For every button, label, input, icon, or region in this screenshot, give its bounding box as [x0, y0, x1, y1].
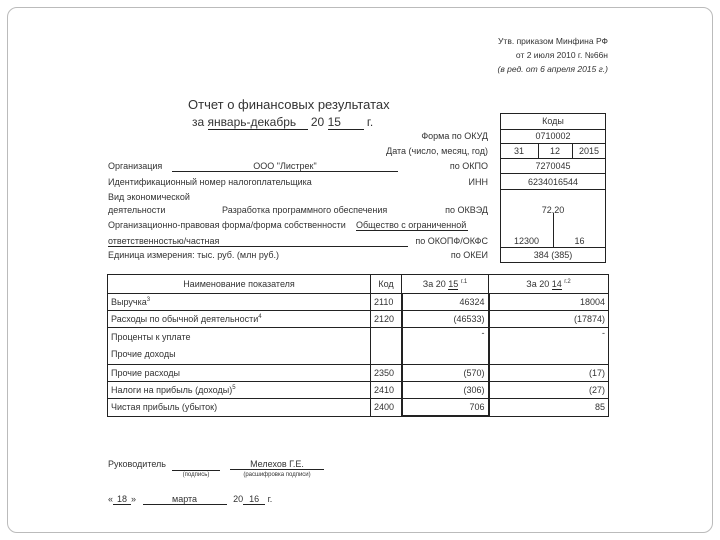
date-month: 12: [549, 146, 560, 156]
okopf-label: по ОКОПФ/ОКФС: [415, 236, 488, 246]
okfs-code: 16: [574, 236, 585, 246]
name-caption: (расшифровка подписи): [243, 472, 311, 478]
report-period: [192, 115, 373, 130]
approval-note: [498, 34, 609, 76]
inn-short-label: ИНН: [468, 177, 488, 187]
org-label: Организация: [108, 161, 163, 171]
okved-code: 72.20: [541, 205, 565, 215]
period-prefix: за: [192, 115, 205, 129]
codes-header: Коды: [542, 116, 564, 126]
slide-frame: [7, 7, 713, 533]
date-label: Дата (число, месяц, год): [386, 146, 488, 156]
inn-code: 6234016544: [527, 177, 579, 187]
table-row: Чистая прибыль (убыток) 2400 706 85: [108, 399, 609, 417]
table-row: Расходы по обычной деятельности$^4$ 2120 (46533) (17874): [108, 311, 609, 328]
opf-value: Общество с ограниченной: [356, 220, 467, 230]
org-value: ООО "Листрек": [172, 161, 398, 172]
opf-value-2: ответственностью/частная: [108, 236, 408, 247]
okud-label: Форма по ОКУД: [421, 131, 488, 141]
okud-code: 0710002: [535, 131, 571, 141]
opf-label: Организационно-правовая форма/форма собственности: [108, 220, 346, 230]
table-row: Прочие расходы 2350 (570) (17): [108, 365, 609, 382]
financial-results-table: [107, 274, 609, 417]
report-title: Отчет о финансовых результатах: [188, 97, 390, 112]
okei-code: 384 (385): [533, 250, 573, 260]
okei-label: по ОКЕИ: [450, 250, 488, 260]
header-current: За 20 15 $^{г.1}$: [402, 275, 489, 294]
inn-label: Идентификационный номер налогоплательщика: [108, 177, 312, 187]
period-value: январь-декабрь: [208, 115, 308, 130]
table-row: Проценты к уплате Прочие доходы - -: [108, 328, 609, 365]
header-code: Код: [371, 275, 402, 294]
approval-line: Утв. приказом Минфина РФ: [498, 36, 608, 46]
table-row: Налоги на прибыль (доходы)$^5$ 2410 (306) (27): [108, 382, 609, 399]
table-header: [108, 275, 609, 294]
period-suffix: г.: [366, 115, 374, 129]
signature-line: [172, 459, 220, 471]
activity-value: Разработка программного обеспечения: [222, 205, 388, 215]
okpo-label: по ОКПО: [449, 161, 488, 171]
header-previous: За 20 14 $^{г.2}$: [489, 275, 609, 294]
signer-name: Мелехов Г.Е.: [230, 459, 324, 470]
period-year: 15: [328, 115, 364, 130]
year-prefix: 20: [310, 115, 325, 129]
approval-line: от 2 июля 2010 г. №66н: [515, 50, 608, 60]
okpo-code: 7270045: [535, 161, 571, 171]
okved-label: по ОКВЭД: [445, 205, 488, 215]
date-year: 2015: [578, 146, 600, 156]
unit-label: Единица измерения: тыс. руб. (млн руб.): [108, 250, 279, 260]
signature-date: « 18 » марта 20 16 г.: [108, 494, 273, 504]
sign-caption: (подпись): [182, 472, 210, 478]
header-name: Наименование показателя: [108, 275, 371, 294]
signature-role: Руководитель: [108, 459, 166, 469]
okopf-code: 12300: [513, 236, 540, 246]
approval-line: (в ред. от 6 апреля 2015 г.): [497, 64, 608, 74]
table-row: Выручка$^3$ 2110 46324 18004: [108, 294, 609, 311]
activity-label-2: деятельности: [108, 205, 166, 215]
date-day: 31: [513, 146, 524, 156]
activity-label: Вид экономической: [108, 192, 190, 202]
